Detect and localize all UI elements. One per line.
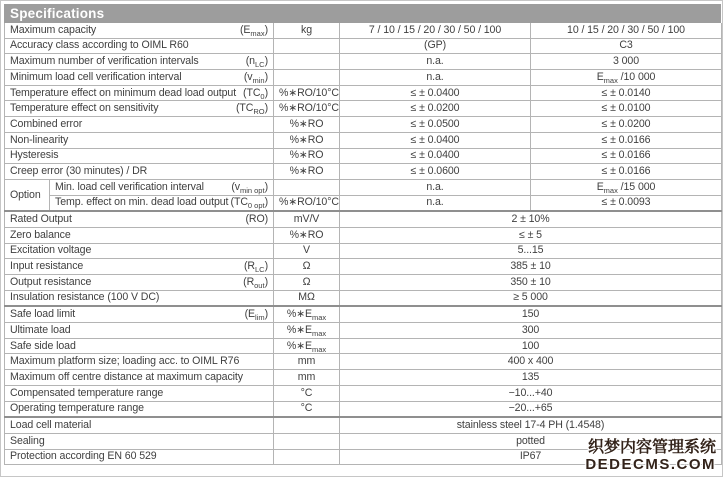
value-span-cell: 2 ± 10%	[340, 211, 722, 227]
param-symbol: $(v_{min opt})$	[231, 180, 269, 195]
table-row	[5, 54, 722, 70]
value-gp-cell: n.a.	[340, 70, 531, 86]
param-name: Ultimate load	[10, 323, 71, 336]
param-name: Hysteresis	[10, 149, 59, 162]
unit-cell: mm	[274, 354, 340, 370]
param-symbol: $(R_{LC})$	[244, 260, 269, 275]
unit-cell: mm	[274, 370, 340, 386]
section-title: Specifications	[4, 4, 721, 23]
param-name-cell	[5, 401, 274, 417]
watermark-line2: DEDECMS.COM	[585, 456, 716, 474]
unit-cell: $\%∗E_{max}$	[274, 306, 340, 322]
value-span-cell: 385 ± 10	[340, 259, 722, 275]
param-name: Safe side load	[10, 339, 76, 352]
table-row	[5, 195, 722, 211]
param-name-cell	[5, 70, 274, 86]
value-span-cell: IP67	[340, 449, 722, 465]
param-name-cell	[50, 179, 274, 195]
value-c3-cell: 10 / 15 / 20 / 30 / 50 / 100	[531, 23, 722, 38]
param-name-cell	[5, 243, 274, 259]
param-name-cell	[5, 117, 274, 133]
table-row	[5, 211, 722, 227]
param-name-cell	[5, 385, 274, 401]
value-span-cell: −10...+40	[340, 385, 722, 401]
table-row	[5, 417, 722, 433]
specs-table	[4, 23, 722, 465]
param-name: Temperature effect on sensitivity	[10, 102, 159, 115]
value-gp-cell: (GP)	[340, 38, 531, 54]
table-row	[5, 385, 722, 401]
table-row	[5, 117, 722, 133]
unit-cell: °C	[274, 401, 340, 417]
unit-cell: %∗RO	[274, 117, 340, 133]
value-gp-cell: ≤ ± 0.0400	[340, 148, 531, 164]
value-gp-cell: n.a.	[340, 54, 531, 70]
table-row	[5, 275, 722, 291]
unit-cell: Ω	[274, 275, 340, 291]
param-name-cell	[5, 23, 274, 38]
table-row	[5, 259, 722, 275]
value-span-cell: 350 ± 10	[340, 275, 722, 291]
table-row	[5, 179, 722, 195]
unit-cell: %∗RO	[274, 148, 340, 164]
param-name: Accuracy class according to OIML R60	[10, 39, 189, 52]
table-row	[5, 290, 722, 306]
value-c3-cell: ≤ ± 0.0093	[531, 195, 722, 211]
table-row	[5, 401, 722, 417]
unit-cell	[274, 54, 340, 70]
value-gp-cell: n.a.	[340, 179, 531, 195]
unit-cell: mV/V	[274, 211, 340, 227]
unit-cell: %∗RO	[274, 132, 340, 148]
param-name-cell	[50, 195, 274, 211]
table-row	[5, 323, 722, 339]
value-gp-cell: ≤ ± 0.0400	[340, 132, 531, 148]
param-name-cell	[5, 275, 274, 291]
param-name: Input resistance	[10, 260, 84, 273]
value-c3-cell: C3	[531, 38, 722, 54]
unit-cell: %∗RO	[274, 227, 340, 243]
param-name-cell	[5, 259, 274, 275]
param-name-cell	[5, 290, 274, 306]
value-c3-cell: ≤ ± 0.0200	[531, 117, 722, 133]
param-name: Zero balance	[10, 228, 71, 241]
table-row	[5, 132, 722, 148]
param-name-cell	[5, 370, 274, 386]
value-gp-cell: ≤ ± 0.0600	[340, 164, 531, 180]
param-symbol: $(E_{max})$	[240, 23, 269, 38]
param-name: Creep error (30 minutes) / DR	[10, 164, 148, 177]
value-span-cell: 300	[340, 323, 722, 339]
table-row	[5, 23, 722, 38]
value-gp-cell: ≤ ± 0.0200	[340, 101, 531, 117]
table-row	[5, 101, 722, 117]
unit-cell: %∗RO/10°C	[274, 195, 340, 211]
unit-cell: %∗RO/10°C	[274, 85, 340, 101]
table-row	[5, 70, 722, 86]
param-name: Minimum load cell verification interval	[10, 70, 182, 83]
specifications-panel	[4, 4, 721, 465]
param-symbol: $(TC_0)$	[243, 86, 269, 101]
param-name: Combined error	[10, 117, 83, 130]
value-span-cell: 400 x 400	[340, 354, 722, 370]
param-symbol: $(TC_{RO})$	[235, 102, 269, 117]
value-c3-cell: ≤ ± 0.0166	[531, 164, 722, 180]
param-name-cell	[5, 417, 274, 433]
param-name-cell	[5, 449, 274, 465]
param-name-cell	[5, 101, 274, 117]
option-group-label: Option	[5, 179, 50, 211]
value-c3-cell: $E_{max}$ /10 000	[531, 70, 722, 86]
param-symbol: $(R_{out})$	[243, 275, 269, 290]
param-name-cell	[5, 338, 274, 354]
param-name-cell	[5, 38, 274, 54]
table-row	[5, 370, 722, 386]
param-symbol: $(TC_{0 opt})$	[230, 196, 269, 211]
value-gp-cell: ≤ ± 0.0400	[340, 85, 531, 101]
param-name: Min. load cell verification interval	[55, 180, 204, 193]
value-c3-cell: 3 000	[531, 54, 722, 70]
unit-cell	[274, 179, 340, 195]
param-symbol: $(E_{lim})$	[244, 308, 269, 323]
table-row	[5, 38, 722, 54]
unit-cell	[274, 417, 340, 433]
param-name: Protection according EN 60 529	[10, 450, 157, 463]
param-name-cell	[5, 433, 274, 449]
value-span-cell: ≥ 5 000	[340, 290, 722, 306]
specs-table-body	[5, 23, 722, 465]
value-c3-cell: $E_{max}$ /15 000	[531, 179, 722, 195]
param-name: Maximum platform size; loading acc. to OIML R76	[10, 355, 240, 368]
unit-cell: °C	[274, 385, 340, 401]
unit-cell: MΩ	[274, 290, 340, 306]
unit-cell: %∗RO/10°C	[274, 101, 340, 117]
param-name-cell	[5, 148, 274, 164]
param-name: Operating temperature range	[10, 402, 144, 415]
param-name: Maximum number of verification intervals	[10, 55, 199, 68]
unit-cell	[274, 70, 340, 86]
value-gp-cell: n.a.	[340, 195, 531, 211]
value-span-cell: potted	[340, 433, 722, 449]
param-name: Insulation resistance (100 V DC)	[10, 291, 160, 304]
table-row	[5, 243, 722, 259]
value-c3-cell: ≤ ± 0.0100	[531, 101, 722, 117]
param-name: Sealing	[10, 434, 45, 447]
watermark	[585, 440, 716, 473]
param-name: Rated Output	[10, 213, 72, 226]
unit-cell	[274, 449, 340, 465]
table-row	[5, 148, 722, 164]
unit-cell	[274, 433, 340, 449]
unit-cell	[274, 38, 340, 54]
param-name-cell	[5, 164, 274, 180]
param-name-cell	[5, 306, 274, 322]
unit-cell: V	[274, 243, 340, 259]
value-span-cell: 150	[340, 306, 722, 322]
param-name: Temperature effect on minimum dead load output	[10, 86, 237, 99]
value-gp-cell: 7 / 10 / 15 / 20 / 30 / 50 / 100	[340, 23, 531, 38]
param-name-cell	[5, 323, 274, 339]
unit-cell: Ω	[274, 259, 340, 275]
value-span-cell: ≤ ± 5	[340, 227, 722, 243]
table-row	[5, 227, 722, 243]
table-row	[5, 306, 722, 322]
value-c3-cell: ≤ ± 0.0166	[531, 148, 722, 164]
param-name: Maximum off centre distance at maximum capacity	[10, 370, 243, 383]
watermark-line1: 织梦内容管理系统	[587, 439, 716, 457]
param-name-cell	[5, 354, 274, 370]
value-span-cell: stainless steel 17-4 PH (1.4548)	[340, 417, 722, 433]
param-name: Safe load limit	[10, 308, 76, 321]
param-name-cell	[5, 85, 274, 101]
unit-cell: $\%∗E_{max}$	[274, 338, 340, 354]
table-row	[5, 354, 722, 370]
value-span-cell: 5...15	[340, 243, 722, 259]
unit-cell: $\%∗E_{max}$	[274, 323, 340, 339]
value-c3-cell: ≤ ± 0.0140	[531, 85, 722, 101]
param-symbol: $(v_{min})$	[243, 70, 269, 85]
param-name: Excitation voltage	[10, 244, 92, 257]
param-name-cell	[5, 211, 274, 227]
param-name-cell	[5, 132, 274, 148]
param-name-cell	[5, 227, 274, 243]
table-row	[5, 85, 722, 101]
value-span-cell: 135	[340, 370, 722, 386]
param-name: Output resistance	[10, 275, 92, 288]
param-symbol: $(n_{LC})$	[245, 55, 269, 70]
value-gp-cell: ≤ ± 0.0500	[340, 117, 531, 133]
value-span-cell: 100	[340, 338, 722, 354]
value-c3-cell: ≤ ± 0.0166	[531, 132, 722, 148]
param-name: Load cell material	[10, 418, 92, 431]
table-row	[5, 338, 722, 354]
param-name: Non-linearity	[10, 133, 69, 146]
value-span-cell: −20...+65	[340, 401, 722, 417]
unit-cell: kg	[274, 23, 340, 38]
param-symbol: (RO)	[245, 213, 269, 226]
unit-cell: %∗RO	[274, 164, 340, 180]
param-name: Compensated temperature range	[10, 386, 164, 399]
param-name-cell	[5, 54, 274, 70]
param-name: Maximum capacity	[10, 23, 97, 36]
table-row	[5, 164, 722, 180]
param-name: Temp. effect on min. dead load output	[55, 196, 229, 209]
